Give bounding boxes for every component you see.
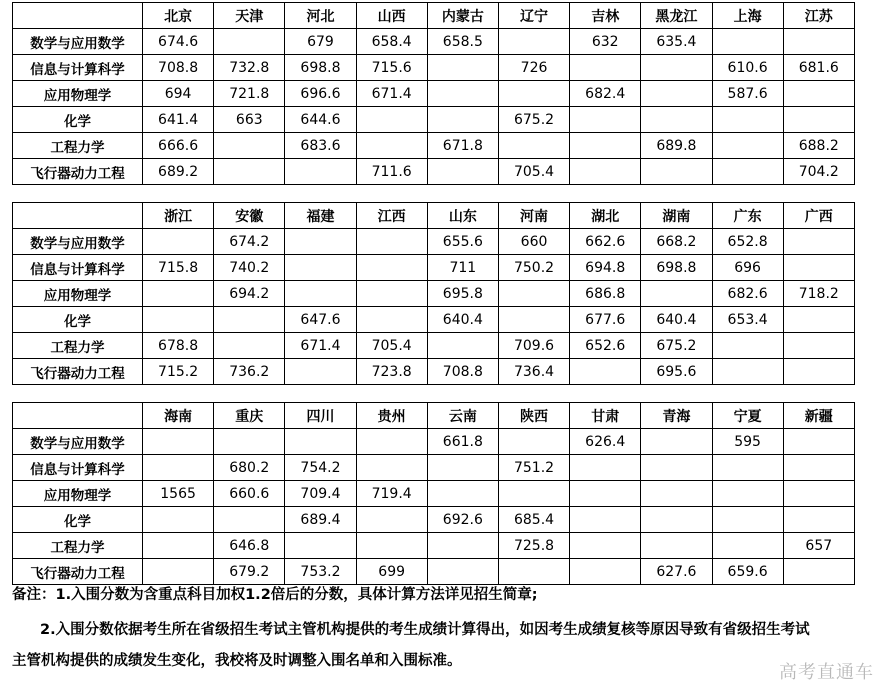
score-cell — [641, 81, 712, 107]
score-cell — [356, 255, 427, 281]
score-cell: 694.2 — [214, 281, 285, 307]
score-cell — [641, 455, 712, 481]
table-row — [13, 359, 855, 385]
score-cell: 698.8 — [285, 55, 356, 81]
province-header: 黑龙江 — [641, 3, 712, 29]
score-cell — [143, 307, 214, 333]
score-cell: 679.2 — [214, 559, 285, 585]
score-cell — [712, 29, 783, 55]
province-header: 甘肃 — [570, 403, 641, 429]
score-cell: 661.8 — [427, 429, 498, 455]
score-cell — [712, 133, 783, 159]
province-header: 北京 — [143, 3, 214, 29]
score-cell: 657 — [783, 533, 854, 559]
score-cell — [712, 107, 783, 133]
score-cell — [498, 133, 569, 159]
score-cell: 726 — [498, 55, 569, 81]
score-cell — [783, 455, 854, 481]
score-cell — [641, 507, 712, 533]
score-cell: 682.6 — [712, 281, 783, 307]
score-table-1 — [12, 2, 855, 185]
score-cell: 695.6 — [641, 359, 712, 385]
score-cell — [570, 107, 641, 133]
score-cell — [427, 559, 498, 585]
score-cell — [570, 559, 641, 585]
score-cell: 674.2 — [214, 229, 285, 255]
province-header: 海南 — [143, 403, 214, 429]
major-name-cell: 飞行器动力工程 — [13, 559, 143, 585]
table-row — [13, 159, 855, 185]
major-name-cell: 化学 — [13, 307, 143, 333]
score-cell: 709.6 — [498, 333, 569, 359]
score-cell — [427, 107, 498, 133]
score-cell — [143, 507, 214, 533]
province-header: 宁夏 — [712, 403, 783, 429]
score-cell: 685.4 — [498, 507, 569, 533]
major-name-cell: 工程力学 — [13, 133, 143, 159]
score-cell — [570, 133, 641, 159]
province-header: 新疆 — [783, 403, 854, 429]
score-cell: 699 — [356, 559, 427, 585]
table-header-row — [13, 203, 855, 229]
score-cell — [783, 481, 854, 507]
note-line-1: 备注：1.入围分数为含重点科目加权1.2倍后的分数，具体计算方法详见招生简章; — [12, 587, 538, 603]
score-cell: 653.4 — [712, 307, 783, 333]
major-name-cell: 飞行器动力工程 — [13, 359, 143, 385]
score-cell: 680.2 — [214, 455, 285, 481]
score-cell — [570, 455, 641, 481]
score-cell — [427, 55, 498, 81]
score-cell: 694.8 — [570, 255, 641, 281]
score-cell: 671.4 — [285, 333, 356, 359]
table-header-row — [13, 3, 855, 29]
score-cell: 718.2 — [783, 281, 854, 307]
province-header: 河北 — [285, 3, 356, 29]
score-cell: 610.6 — [712, 55, 783, 81]
score-cell: 723.8 — [356, 359, 427, 385]
score-cell — [783, 229, 854, 255]
score-cell: 715.6 — [356, 55, 427, 81]
score-cell: 646.8 — [214, 533, 285, 559]
table-row — [13, 333, 855, 359]
score-cell: 705.4 — [356, 333, 427, 359]
score-cell: 689.8 — [641, 133, 712, 159]
score-cell — [498, 29, 569, 55]
score-cell — [285, 429, 356, 455]
score-cell: 655.6 — [427, 229, 498, 255]
score-cell: 652.6 — [570, 333, 641, 359]
score-cell — [143, 559, 214, 585]
score-cell — [285, 281, 356, 307]
major-name-cell: 应用物理学 — [13, 81, 143, 107]
score-cell — [783, 359, 854, 385]
score-cell — [570, 507, 641, 533]
note-line-3: 主管机构提供的成绩发生变化，我校将及时调整入围名单和入围标准。 — [12, 653, 462, 669]
province-header: 贵州 — [356, 403, 427, 429]
score-cell — [356, 455, 427, 481]
score-cell: 682.4 — [570, 81, 641, 107]
score-cell — [143, 533, 214, 559]
province-header: 浙江 — [143, 203, 214, 229]
score-cell: 709.4 — [285, 481, 356, 507]
score-cell — [214, 133, 285, 159]
score-cell: 715.2 — [143, 359, 214, 385]
table-row — [13, 455, 855, 481]
province-header: 陕西 — [498, 403, 569, 429]
province-header: 山东 — [427, 203, 498, 229]
score-cell: 632 — [570, 29, 641, 55]
table-row — [13, 29, 855, 55]
province-header: 河南 — [498, 203, 569, 229]
major-name-cell: 化学 — [13, 507, 143, 533]
score-cell — [641, 159, 712, 185]
score-cell — [285, 229, 356, 255]
score-cell — [285, 359, 356, 385]
score-cell — [214, 429, 285, 455]
score-cell — [641, 429, 712, 455]
score-cell — [214, 159, 285, 185]
score-cell — [356, 533, 427, 559]
score-cell: 751.2 — [498, 455, 569, 481]
score-cell: 671.4 — [356, 81, 427, 107]
province-header: 内蒙古 — [427, 3, 498, 29]
score-cell: 698.8 — [641, 255, 712, 281]
score-cell: 677.6 — [570, 307, 641, 333]
score-table-2 — [12, 202, 855, 385]
score-cell: 626.4 — [570, 429, 641, 455]
score-cell: 689.4 — [285, 507, 356, 533]
score-cell: 708.8 — [427, 359, 498, 385]
major-name-cell: 信息与计算科学 — [13, 455, 143, 481]
score-cell — [356, 229, 427, 255]
score-cell: 1565 — [143, 481, 214, 507]
score-cell — [570, 159, 641, 185]
score-cell: 696.6 — [285, 81, 356, 107]
score-cell: 658.5 — [427, 29, 498, 55]
score-cell — [427, 81, 498, 107]
score-cell — [641, 533, 712, 559]
score-cell — [356, 307, 427, 333]
province-header: 天津 — [214, 3, 285, 29]
score-cell: 675.2 — [641, 333, 712, 359]
header-corner-cell — [13, 203, 143, 229]
score-cell — [641, 55, 712, 81]
score-cell: 675.2 — [498, 107, 569, 133]
table-row — [13, 429, 855, 455]
score-cell: 679 — [285, 29, 356, 55]
score-cell — [712, 507, 783, 533]
table-row — [13, 481, 855, 507]
score-cell — [143, 455, 214, 481]
score-cell — [570, 359, 641, 385]
score-cell — [712, 359, 783, 385]
score-cell: 640.4 — [427, 307, 498, 333]
table-row — [13, 133, 855, 159]
province-header: 广东 — [712, 203, 783, 229]
score-cell: 732.8 — [214, 55, 285, 81]
score-cell: 587.6 — [712, 81, 783, 107]
score-cell — [783, 81, 854, 107]
score-cell — [143, 429, 214, 455]
province-header: 吉林 — [570, 3, 641, 29]
score-cell: 666.6 — [143, 133, 214, 159]
province-header: 云南 — [427, 403, 498, 429]
score-cell — [783, 429, 854, 455]
major-name-cell: 信息与计算科学 — [13, 55, 143, 81]
note-line-2: 2.入围分数依据考生所在省级招生考试主管机构提供的考生成绩计算得出，如因考生成绩复核等原因导致有省级招生考试 — [40, 622, 810, 638]
score-cell: 705.4 — [498, 159, 569, 185]
province-header: 江苏 — [783, 3, 854, 29]
table-header-row — [13, 403, 855, 429]
score-cell — [214, 29, 285, 55]
score-cell — [356, 281, 427, 307]
score-cell: 683.6 — [285, 133, 356, 159]
score-cell: 704.2 — [783, 159, 854, 185]
score-cell: 686.8 — [570, 281, 641, 307]
score-cell — [143, 281, 214, 307]
score-cell — [498, 481, 569, 507]
score-cell — [712, 533, 783, 559]
score-cell — [498, 429, 569, 455]
score-cell: 695.8 — [427, 281, 498, 307]
score-cell: 711.6 — [356, 159, 427, 185]
score-cell: 681.6 — [783, 55, 854, 81]
score-cell: 719.4 — [356, 481, 427, 507]
score-cell — [498, 307, 569, 333]
score-cell — [783, 559, 854, 585]
score-cell — [427, 455, 498, 481]
score-cell — [783, 307, 854, 333]
score-cell — [285, 159, 356, 185]
score-cell: 721.8 — [214, 81, 285, 107]
province-header: 湖南 — [641, 203, 712, 229]
major-name-cell: 化学 — [13, 107, 143, 133]
score-cell — [641, 107, 712, 133]
score-cell — [641, 281, 712, 307]
score-cell: 659.6 — [712, 559, 783, 585]
score-cell: 660 — [498, 229, 569, 255]
table-row — [13, 307, 855, 333]
score-cell: 671.8 — [427, 133, 498, 159]
score-cell: 640.4 — [641, 307, 712, 333]
major-name-cell: 飞行器动力工程 — [13, 159, 143, 185]
score-cell — [285, 255, 356, 281]
score-cell — [356, 507, 427, 533]
score-cell: 692.6 — [427, 507, 498, 533]
province-header: 湖北 — [570, 203, 641, 229]
major-name-cell: 工程力学 — [13, 533, 143, 559]
score-cell: 658.4 — [356, 29, 427, 55]
score-cell — [214, 507, 285, 533]
table-row — [13, 107, 855, 133]
watermark-text: 高考直通车 — [779, 662, 874, 683]
score-cell: 647.6 — [285, 307, 356, 333]
score-cell: 662.6 — [570, 229, 641, 255]
table-row — [13, 255, 855, 281]
score-cell: 708.8 — [143, 55, 214, 81]
score-cell — [498, 559, 569, 585]
province-header: 辽宁 — [498, 3, 569, 29]
score-cell — [570, 481, 641, 507]
score-cell — [783, 333, 854, 359]
major-name-cell: 数学与应用数学 — [13, 429, 143, 455]
table-row — [13, 281, 855, 307]
score-cell — [356, 133, 427, 159]
score-cell: 753.2 — [285, 559, 356, 585]
province-header: 江西 — [356, 203, 427, 229]
score-cell: 754.2 — [285, 455, 356, 481]
score-cell — [214, 333, 285, 359]
score-cell — [712, 333, 783, 359]
score-cell: 641.4 — [143, 107, 214, 133]
score-cell: 595 — [712, 429, 783, 455]
score-cell: 635.4 — [641, 29, 712, 55]
score-cell — [427, 159, 498, 185]
score-cell — [783, 507, 854, 533]
province-header: 上海 — [712, 3, 783, 29]
score-cell — [498, 281, 569, 307]
score-cell — [783, 107, 854, 133]
score-cell: 694 — [143, 81, 214, 107]
province-header: 广西 — [783, 203, 854, 229]
score-cell: 696 — [712, 255, 783, 281]
score-cell: 652.8 — [712, 229, 783, 255]
table-row — [13, 55, 855, 81]
score-cell: 660.6 — [214, 481, 285, 507]
score-cell — [214, 307, 285, 333]
score-cell: 668.2 — [641, 229, 712, 255]
header-corner-cell — [13, 3, 143, 29]
score-cell — [285, 533, 356, 559]
score-cell — [783, 29, 854, 55]
province-header: 重庆 — [214, 403, 285, 429]
table-row — [13, 229, 855, 255]
score-cell — [356, 429, 427, 455]
score-cell: 674.6 — [143, 29, 214, 55]
score-cell — [712, 481, 783, 507]
score-cell: 736.2 — [214, 359, 285, 385]
score-cell: 688.2 — [783, 133, 854, 159]
score-cell: 725.8 — [498, 533, 569, 559]
score-cell — [427, 533, 498, 559]
header-corner-cell — [13, 403, 143, 429]
score-cell: 715.8 — [143, 255, 214, 281]
score-table-3 — [12, 402, 855, 585]
major-name-cell: 应用物理学 — [13, 281, 143, 307]
major-name-cell: 应用物理学 — [13, 481, 143, 507]
table-row — [13, 559, 855, 585]
score-cell — [570, 533, 641, 559]
score-cell — [356, 107, 427, 133]
score-cell — [570, 55, 641, 81]
table-row — [13, 81, 855, 107]
table-row — [13, 533, 855, 559]
score-cell — [712, 159, 783, 185]
major-name-cell: 数学与应用数学 — [13, 229, 143, 255]
score-cell — [498, 81, 569, 107]
score-cell — [427, 333, 498, 359]
major-name-cell: 工程力学 — [13, 333, 143, 359]
province-header: 四川 — [285, 403, 356, 429]
score-cell — [143, 229, 214, 255]
major-name-cell: 信息与计算科学 — [13, 255, 143, 281]
score-cell: 740.2 — [214, 255, 285, 281]
province-header: 福建 — [285, 203, 356, 229]
province-header: 安徽 — [214, 203, 285, 229]
province-header: 青海 — [641, 403, 712, 429]
score-cell: 689.2 — [143, 159, 214, 185]
score-cell: 678.8 — [143, 333, 214, 359]
score-cell — [641, 481, 712, 507]
score-cell: 711 — [427, 255, 498, 281]
score-cell: 736.4 — [498, 359, 569, 385]
province-header: 山西 — [356, 3, 427, 29]
score-cell: 627.6 — [641, 559, 712, 585]
score-cell: 644.6 — [285, 107, 356, 133]
score-cell: 750.2 — [498, 255, 569, 281]
score-cell — [427, 481, 498, 507]
table-row — [13, 507, 855, 533]
score-cell — [783, 255, 854, 281]
score-cell — [712, 455, 783, 481]
major-name-cell: 数学与应用数学 — [13, 29, 143, 55]
score-cell: 663 — [214, 107, 285, 133]
